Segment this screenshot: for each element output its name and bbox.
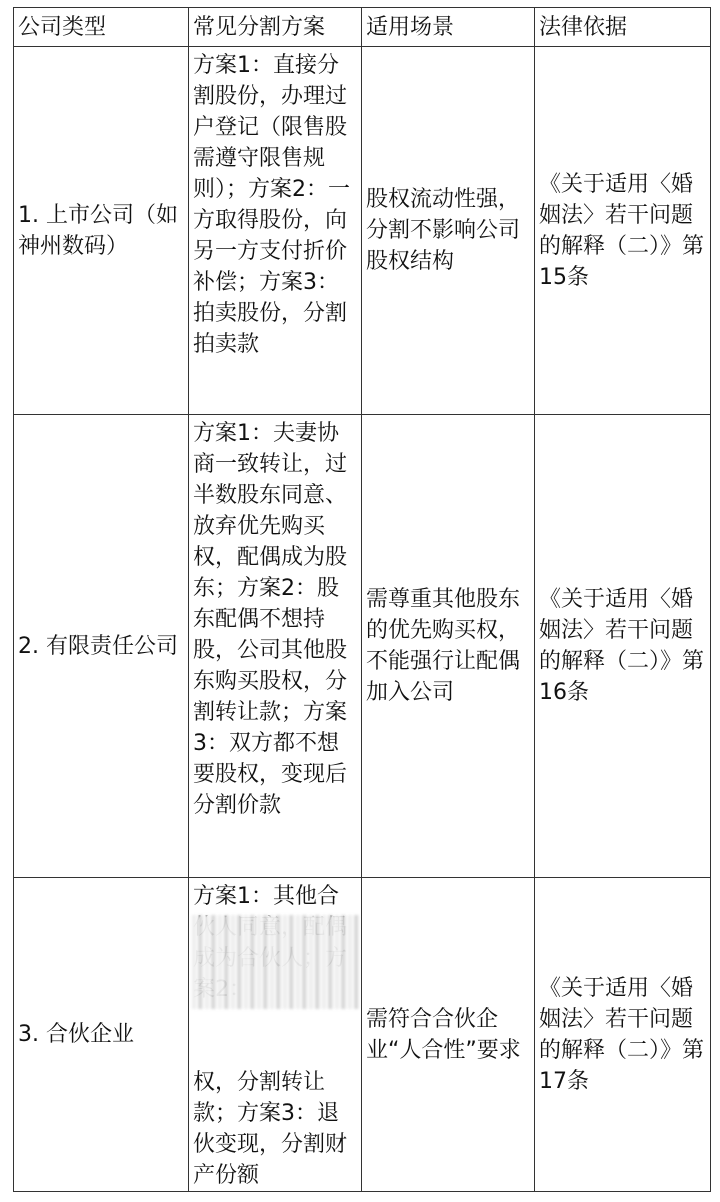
header-division-scheme: 常见分割方案: [189, 8, 362, 47]
blurred-spacer: [193, 1005, 357, 1067]
cell-legal-basis: 《关于适用〈婚姻法〉若干问题的解释（二）》第17条: [535, 878, 711, 1192]
table-header-row: [14, 8, 711, 47]
header-company-type: 公司类型: [14, 8, 189, 47]
cell-division-scheme: 方案1：直接分割股份，办理过户登记（限售股需遵守限售规则）；方案2：一方取得股份，向另一方支付折价补偿；方案3：拍卖股份，分割拍卖款: [189, 47, 362, 415]
table-row: [14, 878, 711, 1192]
cell-applicable-scene: 股权流动性强，分割不影响公司股权结构: [362, 47, 535, 415]
company-equity-division-table: [13, 7, 711, 1192]
header-legal-basis: 法律依据: [535, 8, 711, 47]
cell-division-scheme: [189, 878, 362, 1192]
scheme-text-wrap: [193, 881, 357, 1191]
table-row: [14, 47, 711, 415]
scheme-text-visible: 方案1：其他合: [193, 884, 339, 909]
cell-company-type: 2. 有限责任公司: [14, 415, 189, 878]
table-row: [14, 415, 711, 878]
cell-company-type: 1. 上市公司（如神州数码）: [14, 47, 189, 415]
cell-legal-basis: 《关于适用〈婚姻法〉若干问题的解释（二）》第15条: [535, 47, 711, 415]
cell-company-type: 3. 合伙企业: [14, 878, 189, 1192]
cell-applicable-scene: 需符合合伙企业“人合性”要求: [362, 878, 535, 1192]
scheme-text-tail: 权，分割转让款；方案3：退伙变现，分割财产份额: [193, 1070, 348, 1188]
cell-legal-basis: 《关于适用〈婚姻法〉若干问题的解释（二）》第16条: [535, 415, 711, 878]
header-applicable-scene: 适用场景: [362, 8, 535, 47]
cell-applicable-scene: 需尊重其他股东的优先购买权，不能强行让配偶加入公司: [362, 415, 535, 878]
cell-division-scheme: 方案1：夫妻协商一致转让，过半数股东同意、放弃优先购买权，配偶成为股东；方案2：股东配偶不想持股，公司其他股东购买股权，分割转让款；方案3：双方都不想要股权，变现后分割价款: [189, 415, 362, 878]
blurred-region: [191, 915, 359, 1009]
